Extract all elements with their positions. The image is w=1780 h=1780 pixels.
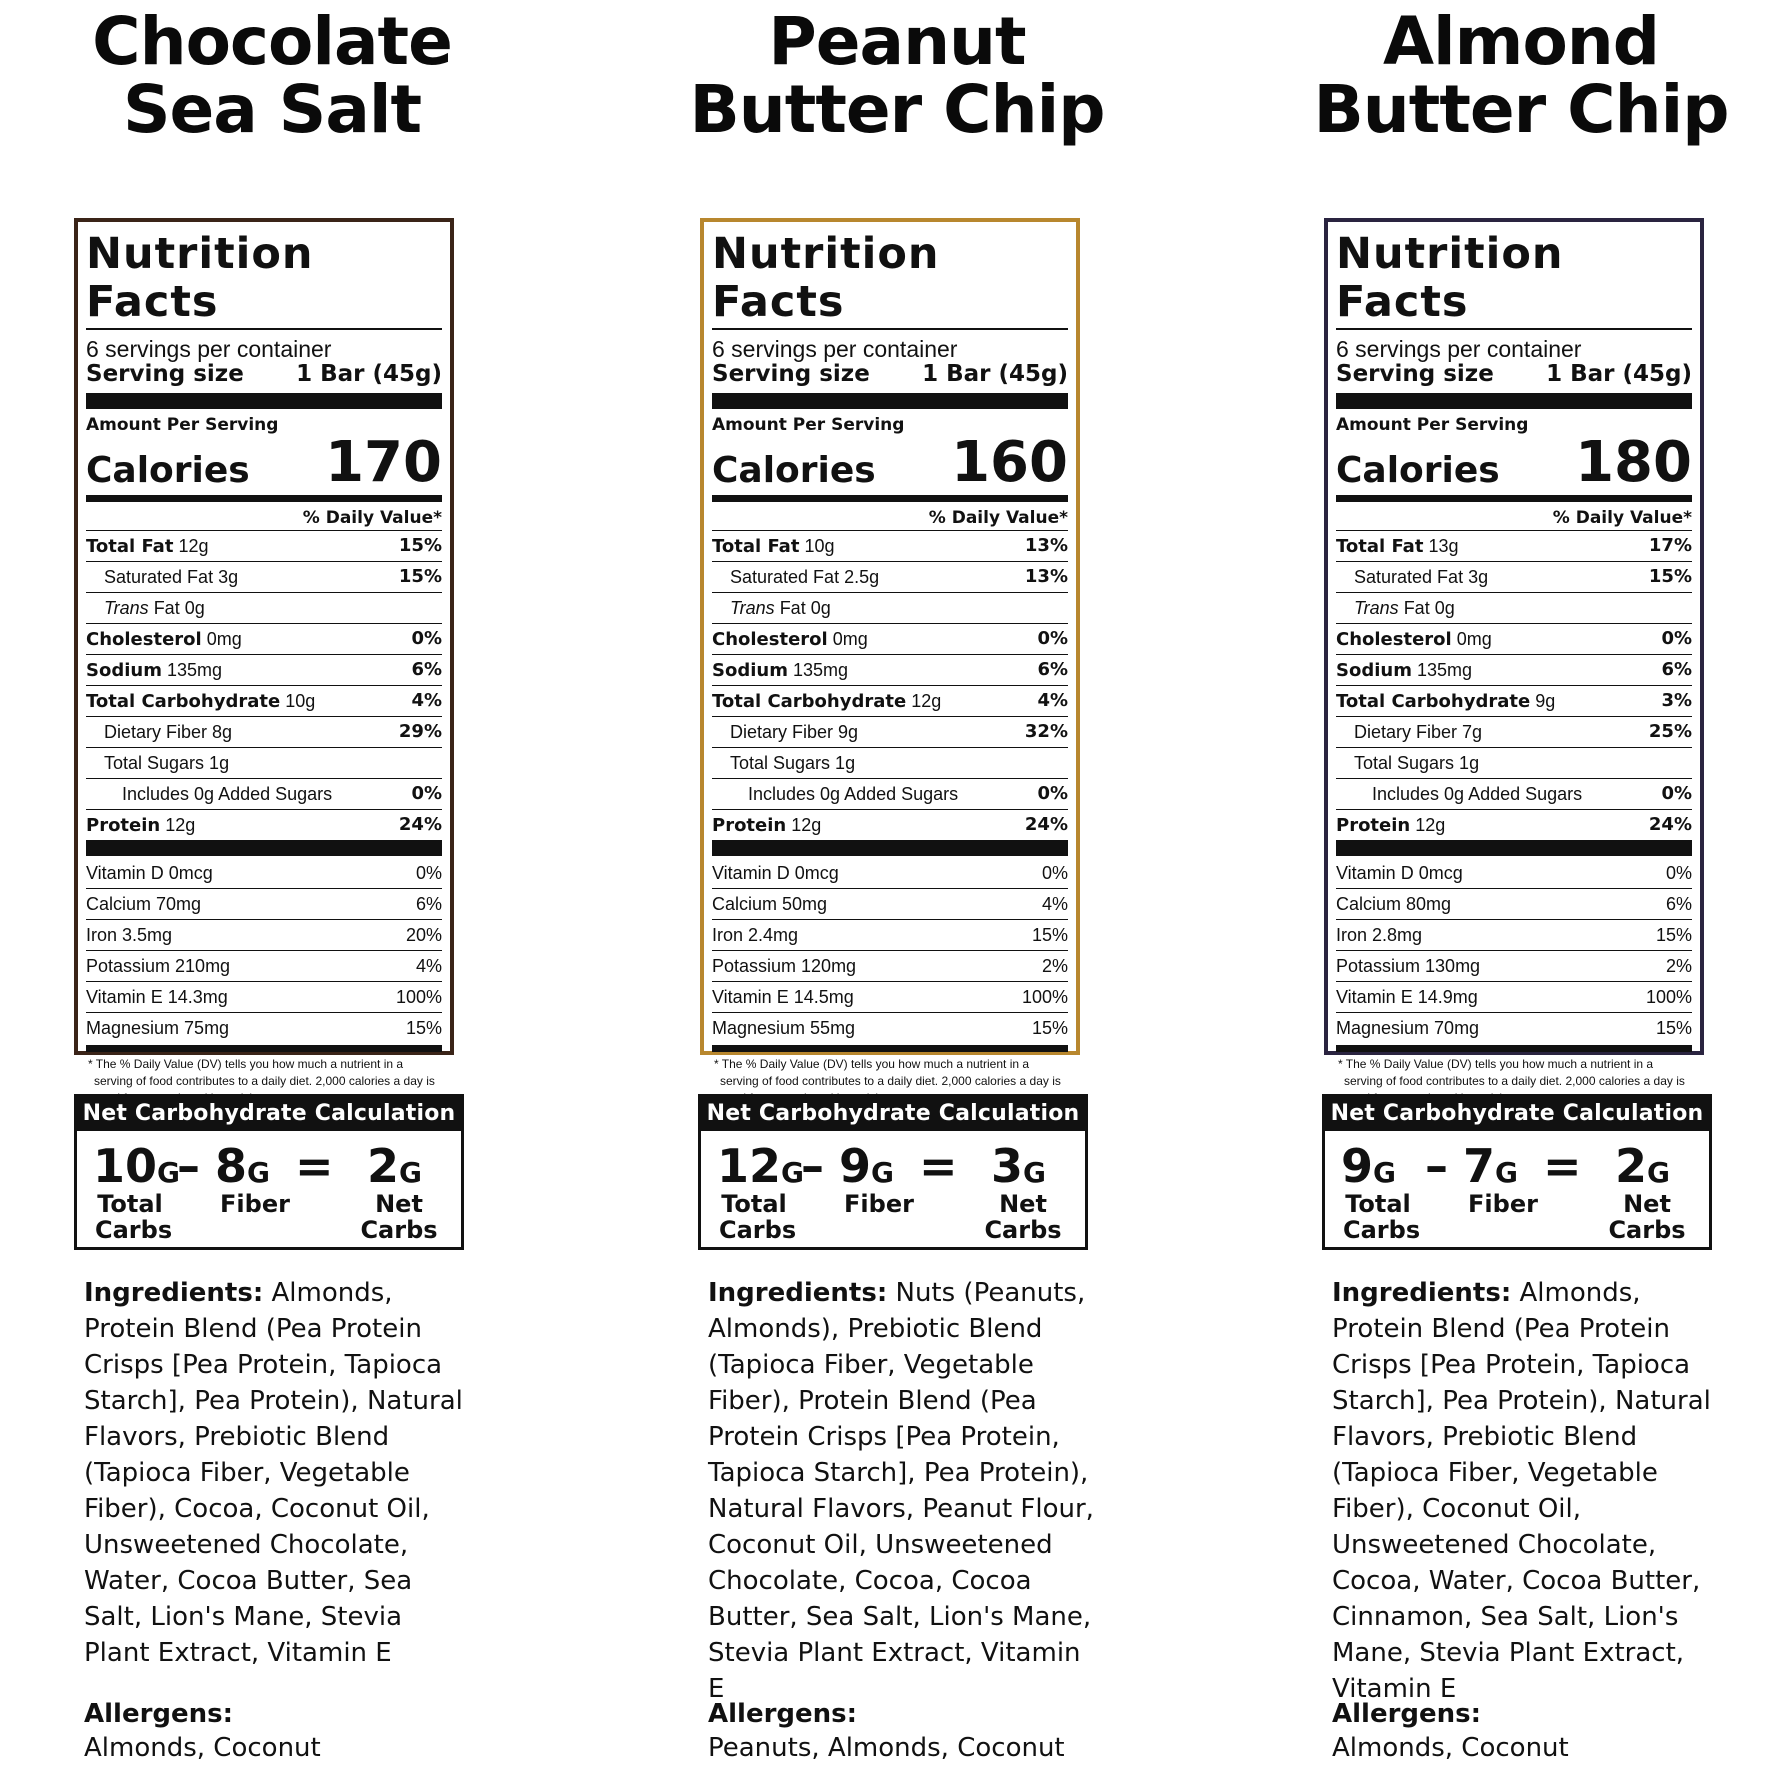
net-carb-fiber: 9G xyxy=(839,1139,894,1193)
nutrient-name: Total Fat 13g xyxy=(1336,536,1459,557)
vitamin-daily-value: 15% xyxy=(1655,925,1692,945)
nutrient-row xyxy=(86,624,442,655)
nutrient-row xyxy=(86,779,442,810)
net-carb-total: 10G xyxy=(93,1139,180,1193)
nutrient-row xyxy=(712,810,1068,840)
vitamin-row xyxy=(1336,1013,1692,1043)
nutrient-row xyxy=(86,748,442,779)
divider-medium xyxy=(1336,1045,1692,1052)
net-carb-box xyxy=(1322,1094,1712,1250)
nutrition-facts-title: Nutrition Facts xyxy=(86,230,442,330)
nutrient-daily-value: 6% xyxy=(1661,659,1692,680)
nutrient-name: Saturated Fat 3g xyxy=(104,567,239,587)
vitamin-row xyxy=(712,951,1068,982)
vitamin-daily-value: 100% xyxy=(1021,987,1068,1007)
nutrient-row xyxy=(712,593,1068,624)
nutrient-row xyxy=(1336,593,1692,624)
vitamin-daily-value: 2% xyxy=(1041,956,1068,976)
calories-value: 180 xyxy=(1575,430,1692,495)
ingredients-text xyxy=(84,1275,474,1671)
allergens-label: Allergens: xyxy=(708,1699,858,1729)
nutrient-row xyxy=(1336,655,1692,686)
net-carb-box xyxy=(74,1094,464,1250)
product-title xyxy=(1261,3,1780,148)
serving-size-value: 1 Bar (45g) xyxy=(296,361,442,387)
vitamin-daily-value: 4% xyxy=(1041,894,1068,914)
nutrient-amount: 0mg xyxy=(201,629,242,649)
net-carb-total-caption: Total Carbs xyxy=(1343,1190,1421,1244)
nutrition-facts-title: Nutrition Facts xyxy=(1336,230,1692,330)
nutrient-daily-value: 32% xyxy=(1024,721,1068,742)
vitamin-row xyxy=(712,920,1068,951)
serving-size-value: 1 Bar (45g) xyxy=(922,361,1068,387)
amount-per-serving: Amount Per Serving xyxy=(712,415,905,435)
nutrient-row xyxy=(712,779,1068,810)
net-carb-equals: = xyxy=(295,1139,334,1193)
net-carb-total: 12G xyxy=(717,1139,804,1193)
vitamin-list xyxy=(86,858,442,1043)
nutrient-daily-value: 4% xyxy=(1037,690,1068,711)
divider-medium xyxy=(712,1045,1068,1052)
nutrient-name: Trans Fat 0g xyxy=(730,598,831,618)
vitamin-daily-value: 0% xyxy=(1665,863,1692,883)
product-title xyxy=(12,3,532,148)
calories-label: Calories xyxy=(712,450,876,491)
nutrient-name: Includes 0g Added Sugars xyxy=(1372,784,1583,804)
net-carb-equation xyxy=(77,1131,461,1247)
vitamin-list xyxy=(712,858,1068,1043)
vitamin-daily-value: 15% xyxy=(1031,1018,1068,1038)
nutrient-daily-value: 0% xyxy=(1661,783,1692,804)
calories-value: 170 xyxy=(325,430,442,495)
net-carb-fiber-caption: Fiber xyxy=(220,1190,290,1218)
nutrient-amount: 13g xyxy=(1423,536,1459,556)
nutrient-daily-value: 0% xyxy=(411,628,442,649)
nutrient-list xyxy=(1336,531,1692,840)
nutrient-row xyxy=(1336,531,1692,562)
calories-row xyxy=(1336,430,1692,495)
servings-per-container: 6 servings per container xyxy=(1336,336,1582,362)
nutrition-facts-label xyxy=(1324,218,1704,1088)
vitamin-row xyxy=(712,982,1068,1013)
nutrient-name: Cholesterol 0mg xyxy=(712,629,868,650)
nutrient-name: Protein 12g xyxy=(1336,815,1446,836)
calories-row xyxy=(86,430,442,495)
net-carb-net-caption: Net Carbs xyxy=(360,1190,438,1244)
ingredients-list: Nuts (Peanuts, Almonds), Prebiotic Blend (Tapioca Fiber, Vegetable Fiber), Protein Blend (Pea Protein Crisps [Pea Protein, Tapioca Starch], Pea Protein), Natural Flavors, Peanut Flour, Coconut Oil, Unsweetened Chocolate, Cocoa, Cocoa Butter, Sea Salt, Lion's Mane, Stevia Plant Extract, Vitamin E xyxy=(708,1278,1094,1704)
nutrient-daily-value: 0% xyxy=(411,783,442,804)
nutrient-row xyxy=(86,686,442,717)
vitamin-name: Magnesium 55mg xyxy=(712,1018,856,1038)
allergens-label: Allergens: xyxy=(1332,1699,1482,1729)
nutrient-amount: 10g xyxy=(280,691,316,711)
nutrient-name: Includes 0g Added Sugars xyxy=(748,784,959,804)
net-carb-heading: Net Carbohydrate Calculation xyxy=(77,1097,461,1131)
nutrient-amount: 10g xyxy=(799,536,835,556)
vitamin-row xyxy=(86,858,442,889)
nutrient-daily-value: 0% xyxy=(1037,628,1068,649)
vitamin-name: Calcium 70mg xyxy=(86,894,202,914)
nutrient-amount: 12g xyxy=(173,536,209,556)
nutrient-daily-value: 0% xyxy=(1037,783,1068,804)
ingredients-label: Ingredients: xyxy=(84,1278,264,1308)
nutrient-row xyxy=(86,531,442,562)
divider-medium xyxy=(86,1045,442,1052)
net-carb-net-caption: Net Carbs xyxy=(984,1190,1062,1244)
vitamin-name: Vitamin D 0mcg xyxy=(1336,863,1463,883)
nutrient-row xyxy=(86,655,442,686)
nutrient-row xyxy=(1336,748,1692,779)
serving-size-row xyxy=(1336,361,1692,387)
vitamin-row xyxy=(712,858,1068,889)
nutrient-daily-value: 4% xyxy=(411,690,442,711)
net-carb-total: 9G xyxy=(1341,1139,1396,1193)
ingredients-text xyxy=(708,1275,1098,1707)
nutrient-amount: 12g xyxy=(160,815,196,835)
divider-thick xyxy=(86,393,442,409)
product-title-line1: Almond xyxy=(1382,3,1660,80)
allergens-list: Almonds, Coconut xyxy=(1332,1733,1569,1763)
nutrient-amount: Fat 0g xyxy=(148,598,205,618)
vitamin-daily-value: 20% xyxy=(405,925,442,945)
nutrient-amount: 135mg xyxy=(787,660,849,680)
nutrient-name: Sodium 135mg xyxy=(712,660,849,681)
daily-value-footnote: * The % Daily Value (DV) tells you how much a nutrient in a serving of food contributes to a daily diet. 2,000 calories a day is xyxy=(1338,1057,1685,1088)
net-carb-minus: – xyxy=(801,1139,824,1193)
nutrient-daily-value: 13% xyxy=(1024,535,1068,556)
nutrient-row xyxy=(712,655,1068,686)
nutrient-name: Trans Fat 0g xyxy=(1354,598,1455,618)
nutrient-name: Total Carbohydrate 10g xyxy=(86,691,316,712)
nutrient-row xyxy=(712,531,1068,562)
net-carb-net: 3G xyxy=(991,1139,1046,1193)
vitamin-daily-value: 15% xyxy=(1655,1018,1692,1038)
nutrient-daily-value: 15% xyxy=(398,566,442,587)
nutrient-amount: 0mg xyxy=(1451,629,1492,649)
nutrient-name: Dietary Fiber 7g xyxy=(1354,722,1483,742)
daily-value-header: % Daily Value* xyxy=(712,506,1068,531)
nutrient-row xyxy=(1336,624,1692,655)
nutrient-amount: Fat 0g xyxy=(1398,598,1455,618)
net-carb-heading: Net Carbohydrate Calculation xyxy=(701,1097,1085,1131)
vitamin-row xyxy=(86,951,442,982)
nutrient-row xyxy=(1336,717,1692,748)
nutrient-name: Sodium 135mg xyxy=(1336,660,1473,681)
vitamin-name: Calcium 50mg xyxy=(712,894,828,914)
nutrient-amount: 9g xyxy=(1530,691,1556,711)
ingredients-list: Almonds, Protein Blend (Pea Protein Crisps [Pea Protein, Tapioca Starch], Pea Protein), Natural Flavors, Prebiotic Blend (Tapioca Fiber, Vegetable Fiber), Coconut Oil, Unsweetened Chocolate, Cocoa, Water, Cocoa Butter, Cinnamon, Sea Salt, Lion's Mane, Stevia Plant Extract, Vitamin E xyxy=(1332,1278,1711,1704)
vitamin-row xyxy=(86,982,442,1013)
net-carb-fiber: 8G xyxy=(215,1139,270,1193)
daily-value-footnote: * The % Daily Value (DV) tells you how much a nutrient in a serving of food contributes to a daily diet. 2,000 calories a day is xyxy=(88,1057,435,1088)
divider-thick xyxy=(712,393,1068,409)
product-title xyxy=(637,3,1157,148)
nutrient-row xyxy=(1336,779,1692,810)
nutrient-name: Trans Fat 0g xyxy=(104,598,205,618)
allergens-block xyxy=(708,1697,1098,1765)
allergens-block xyxy=(84,1697,474,1765)
allergens-list: Almonds, Coconut xyxy=(84,1733,321,1763)
allergens-list: Peanuts, Almonds, Coconut xyxy=(708,1733,1065,1763)
vitamin-daily-value: 6% xyxy=(1665,894,1692,914)
vitamin-daily-value: 4% xyxy=(415,956,442,976)
nutrient-row xyxy=(712,624,1068,655)
daily-value-header: % Daily Value* xyxy=(1336,506,1692,531)
net-carb-minus: – xyxy=(177,1139,200,1193)
net-carb-total-caption: Total Carbs xyxy=(95,1190,173,1244)
nutrient-name: Total Sugars 1g xyxy=(1354,753,1480,773)
nutrient-row xyxy=(712,717,1068,748)
nutrient-daily-value: 13% xyxy=(1024,566,1068,587)
product-title-line2: Butter Chip xyxy=(1313,71,1729,148)
nutrient-amount: 12g xyxy=(786,815,822,835)
net-carb-equals: = xyxy=(919,1139,958,1193)
nutrient-name: Protein 12g xyxy=(86,815,196,836)
vitamin-name: Vitamin E 14.5mg xyxy=(712,987,854,1007)
net-carb-equation xyxy=(701,1131,1085,1247)
nutrient-list xyxy=(86,531,442,840)
nutrient-name: Includes 0g Added Sugars xyxy=(122,784,333,804)
divider-medium xyxy=(86,495,442,502)
net-carb-fiber-caption: Fiber xyxy=(844,1190,914,1218)
ingredients-list: Almonds, Protein Blend (Pea Protein Crisps [Pea Protein, Tapioca Starch], Pea Protein), Natural Flavors, Prebiotic Blend (Tapioca Fiber, Vegetable Fiber), Cocoa, Coconut Oil, Unsweetened Chocolate, Water, Cocoa Butter, Sea Salt, Lion's Mane, Stevia Plant Extract, Vitamin E xyxy=(84,1278,463,1668)
daily-value-footnote: * The % Daily Value (DV) tells you how much a nutrient in a serving of food contributes to a daily diet. 2,000 calories a day is xyxy=(714,1057,1061,1088)
nutrient-name: Saturated Fat 3g xyxy=(1354,567,1489,587)
nutrition-facts-title: Nutrition Facts xyxy=(712,230,1068,330)
nutrient-daily-value: 24% xyxy=(1648,814,1692,835)
nutrient-amount: 135mg xyxy=(1411,660,1473,680)
vitamin-daily-value: 6% xyxy=(415,894,442,914)
vitamin-row xyxy=(1336,982,1692,1013)
nutrient-name: Total Fat 10g xyxy=(712,536,835,557)
serving-size-value: 1 Bar (45g) xyxy=(1546,361,1692,387)
net-carb-total-caption: Total Carbs xyxy=(719,1190,797,1244)
vitamin-row xyxy=(86,889,442,920)
calories-label: Calories xyxy=(86,450,250,491)
divider-thick xyxy=(86,840,442,856)
nutrient-name: Total Carbohydrate 9g xyxy=(1336,691,1556,712)
nutrient-name: Total Sugars 1g xyxy=(104,753,230,773)
nutrient-daily-value: 25% xyxy=(1648,721,1692,742)
calories-label: Calories xyxy=(1336,450,1500,491)
serving-size-label: Serving size xyxy=(86,361,244,387)
vitamin-name: Vitamin E 14.9mg xyxy=(1336,987,1478,1007)
vitamin-name: Potassium 210mg xyxy=(86,956,231,976)
net-carb-net: 2G xyxy=(1615,1139,1670,1193)
nutrient-list xyxy=(712,531,1068,840)
nutrient-daily-value: 15% xyxy=(1648,566,1692,587)
vitamin-name: Vitamin E 14.3mg xyxy=(86,987,228,1007)
nutrient-daily-value: 3% xyxy=(1661,690,1692,711)
nutrient-row xyxy=(86,717,442,748)
vitamin-name: Potassium 120mg xyxy=(712,956,857,976)
allergens-label: Allergens: xyxy=(84,1699,234,1729)
nutrient-daily-value: 6% xyxy=(411,659,442,680)
net-carb-box xyxy=(698,1094,1088,1250)
ingredients-label: Ingredients: xyxy=(708,1278,888,1308)
nutrient-row xyxy=(712,686,1068,717)
nutrient-amount: 0mg xyxy=(827,629,868,649)
nutrient-row xyxy=(1336,810,1692,840)
vitamin-row xyxy=(1336,951,1692,982)
vitamin-daily-value: 15% xyxy=(1031,925,1068,945)
divider-medium xyxy=(712,495,1068,502)
servings-per-container: 6 servings per container xyxy=(86,336,332,362)
nutrient-amount: Fat 0g xyxy=(774,598,831,618)
vitamin-name: Magnesium 75mg xyxy=(86,1018,230,1038)
nutrient-daily-value: 24% xyxy=(1024,814,1068,835)
vitamin-name: Vitamin D 0mcg xyxy=(86,863,213,883)
serving-size-label: Serving size xyxy=(1336,361,1494,387)
calories-row xyxy=(712,430,1068,495)
vitamin-name: Iron 2.4mg xyxy=(712,925,799,945)
divider-thick xyxy=(1336,840,1692,856)
nutrient-name: Protein 12g xyxy=(712,815,822,836)
net-carb-equation xyxy=(1325,1131,1709,1247)
vitamin-row xyxy=(86,920,442,951)
nutrient-daily-value: 29% xyxy=(398,721,442,742)
vitamin-daily-value: 0% xyxy=(1041,863,1068,883)
vitamin-name: Magnesium 70mg xyxy=(1336,1018,1480,1038)
nutrient-name: Sodium 135mg xyxy=(86,660,223,681)
vitamin-name: Iron 2.8mg xyxy=(1336,925,1423,945)
nutrient-row xyxy=(86,593,442,624)
nutrient-amount: 135mg xyxy=(161,660,223,680)
vitamin-row xyxy=(1336,920,1692,951)
net-carb-fiber-caption: Fiber xyxy=(1468,1190,1538,1218)
vitamin-row xyxy=(1336,858,1692,889)
amount-per-serving: Amount Per Serving xyxy=(1336,415,1529,435)
nutrient-name: Cholesterol 0mg xyxy=(1336,629,1492,650)
vitamin-list xyxy=(1336,858,1692,1043)
divider-thick xyxy=(712,840,1068,856)
vitamin-row xyxy=(712,889,1068,920)
nutrient-row xyxy=(712,562,1068,593)
net-carb-heading: Net Carbohydrate Calculation xyxy=(1325,1097,1709,1131)
daily-value-header: % Daily Value* xyxy=(86,506,442,531)
nutrient-row xyxy=(86,810,442,840)
vitamin-daily-value: 100% xyxy=(395,987,442,1007)
nutrient-name: Dietary Fiber 9g xyxy=(730,722,859,742)
nutrient-name: Saturated Fat 2.5g xyxy=(730,567,880,587)
nutrient-row xyxy=(1336,686,1692,717)
nutrient-daily-value: 17% xyxy=(1648,535,1692,556)
nutrient-name: Total Carbohydrate 12g xyxy=(712,691,942,712)
calories-value: 160 xyxy=(951,430,1068,495)
nutrient-amount: 12g xyxy=(906,691,942,711)
net-carb-net-caption: Net Carbs xyxy=(1608,1190,1686,1244)
nutrient-row xyxy=(712,748,1068,779)
vitamin-daily-value: 15% xyxy=(405,1018,442,1038)
net-carb-fiber: 7G xyxy=(1463,1139,1518,1193)
vitamin-name: Vitamin D 0mcg xyxy=(712,863,839,883)
nutrient-daily-value: 6% xyxy=(1037,659,1068,680)
nutrient-name: Total Sugars 1g xyxy=(730,753,856,773)
vitamin-name: Calcium 80mg xyxy=(1336,894,1452,914)
vitamin-name: Potassium 130mg xyxy=(1336,956,1481,976)
product-title-line2: Butter Chip xyxy=(689,71,1105,148)
nutrition-facts-label xyxy=(700,218,1080,1088)
nutrient-daily-value: 0% xyxy=(1661,628,1692,649)
net-carb-net: 2G xyxy=(367,1139,422,1193)
amount-per-serving: Amount Per Serving xyxy=(86,415,279,435)
nutrient-row xyxy=(1336,562,1692,593)
vitamin-name: Iron 3.5mg xyxy=(86,925,173,945)
vitamin-row xyxy=(1336,889,1692,920)
product-title-line1: Peanut xyxy=(768,3,1026,80)
serving-size-row xyxy=(712,361,1068,387)
nutrient-name: Cholesterol 0mg xyxy=(86,629,242,650)
allergens-block xyxy=(1332,1697,1722,1765)
nutrient-daily-value: 24% xyxy=(398,814,442,835)
nutrient-row xyxy=(86,562,442,593)
vitamin-daily-value: 2% xyxy=(1665,956,1692,976)
servings-per-container: 6 servings per container xyxy=(712,336,958,362)
nutrition-facts-label xyxy=(74,218,454,1088)
vitamin-row xyxy=(86,1013,442,1043)
divider-thick xyxy=(1336,393,1692,409)
vitamin-daily-value: 100% xyxy=(1645,987,1692,1007)
nutrient-daily-value: 15% xyxy=(398,535,442,556)
ingredients-text xyxy=(1332,1275,1722,1707)
product-title-line2: Sea Salt xyxy=(122,71,422,148)
vitamin-row xyxy=(712,1013,1068,1043)
nutrient-amount: 12g xyxy=(1410,815,1446,835)
divider-medium xyxy=(1336,495,1692,502)
serving-size-row xyxy=(86,361,442,387)
product-title-line1: Chocolate xyxy=(92,3,452,80)
net-carb-minus: – xyxy=(1425,1139,1448,1193)
ingredients-label: Ingredients: xyxy=(1332,1278,1512,1308)
serving-size-label: Serving size xyxy=(712,361,870,387)
vitamin-daily-value: 0% xyxy=(415,863,442,883)
net-carb-equals: = xyxy=(1543,1139,1582,1193)
nutrient-name: Dietary Fiber 8g xyxy=(104,722,233,742)
nutrient-name: Total Fat 12g xyxy=(86,536,209,557)
